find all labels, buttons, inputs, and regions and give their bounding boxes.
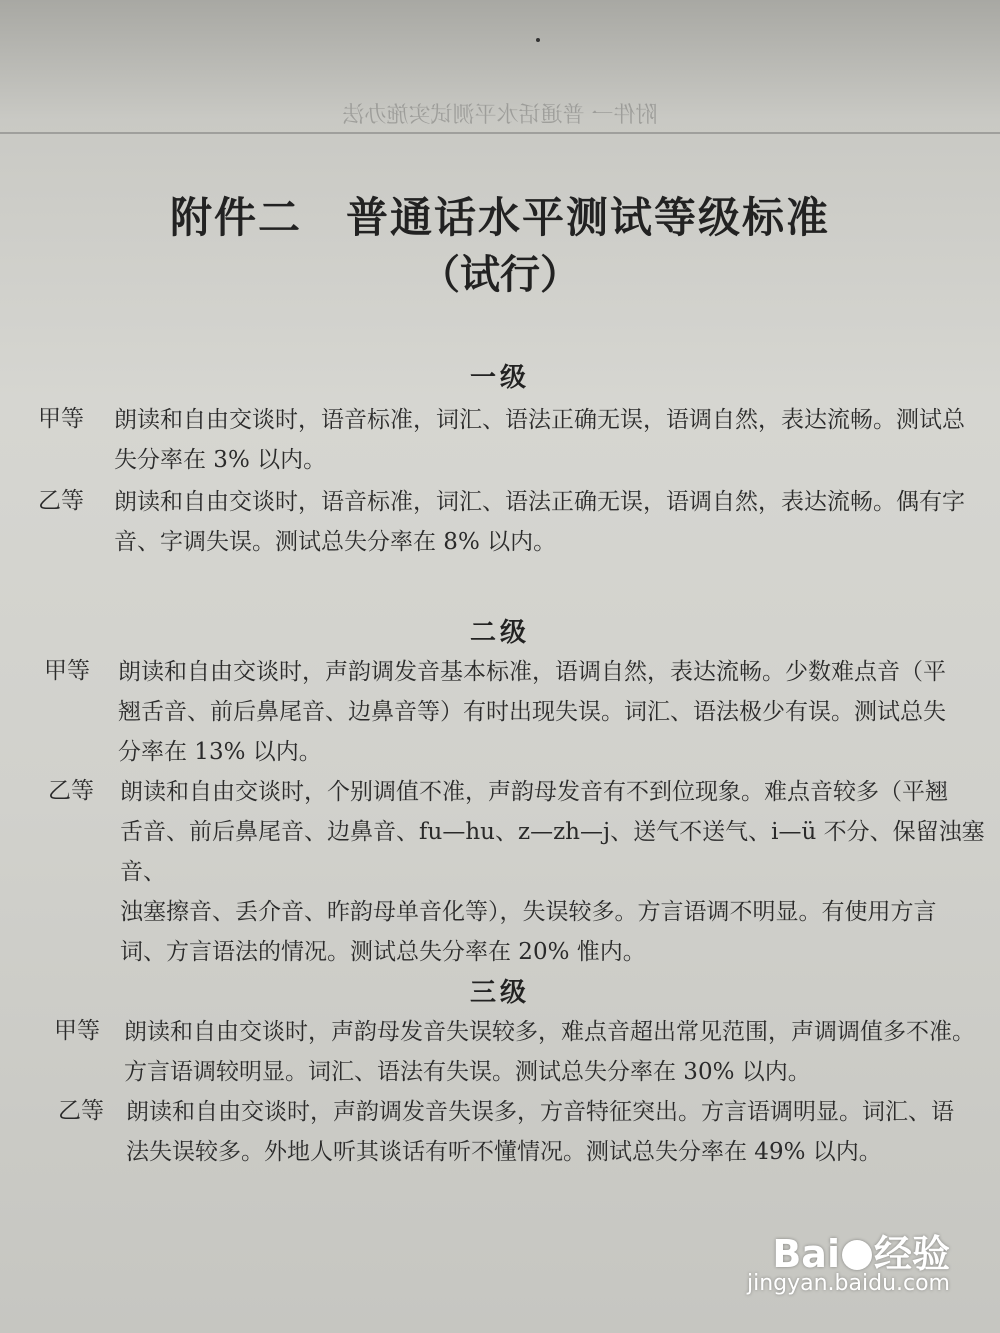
watermark-logo [772,1223,950,1278]
grade-text [126,1092,996,1172]
level-heading: 一级 [469,363,530,393]
grade-line: 朗读和自由交谈时，个别调值不准，声韵母发音有不到位现象。难点音较多（平翘 [120,779,948,805]
grade-line: 朗读和自由交谈时，声韵调发音失误多，方音特征突出。方言语调明显。词汇、语 [126,1099,954,1125]
page-subtitle: （试行） [420,251,580,298]
baidu-jingyan-watermark [720,1223,950,1303]
grade-text [120,772,1000,972]
grade-line: 失分率在 3% 以内。 [114,447,327,473]
page-title: 附件二 普通话水平测试等级标准 [169,193,830,242]
ink-dot [536,38,540,42]
grade-text [118,652,998,772]
grade-line: 朗读和自由交谈时，语音标准，词汇、语法正确无误，语调自然，表达流畅。测试总 [114,407,965,433]
watermark-url: jingyan.baidu.com [746,1271,950,1296]
grade-label: 乙等 [48,778,94,804]
grade-line: 舌音、前后鼻尾音、边鼻音、fu—hu、z—zh—j、送气不送气、i—ü 不分、保留浊塞音、 [120,819,985,885]
grade-text [114,400,994,480]
grade-line: 浊塞擦音、丢介音、昨韵母单音化等），失误较多。方言语调不明显。有使用方言 [120,899,937,925]
grade-label: 甲等 [38,406,84,432]
grade-label: 乙等 [58,1098,104,1124]
watermark-logo-left: Bai [772,1232,840,1276]
grade-line: 朗读和自由交谈时，语音标准，词汇、语法正确无误，语调自然，表达流畅。偶有字 [114,489,965,515]
watermark-logo-right: 经验 [873,1232,950,1276]
grade-line: 音、字调失误。测试总失分率在 8% 以内。 [114,529,557,555]
grade-text [114,482,994,562]
grade-label: 乙等 [38,488,84,514]
level-heading: 二级 [469,618,530,648]
paw-icon [842,1240,872,1270]
running-head-text: 附件一 普通话水平测试实施办法 [342,103,658,128]
grade-line: 词、方言语法的情况。测试总失分率在 20% 惟内。 [120,939,646,965]
grade-text [124,1012,994,1092]
grade-label: 甲等 [44,658,90,684]
level-heading: 三级 [469,978,530,1008]
grade-line: 分率在 13% 以内。 [118,739,322,765]
running-head [0,92,1000,134]
grade-line: 朗读和自由交谈时，声韵母发音失误较多，难点音超出常见范围，声调调值多不准。 [124,1019,975,1045]
grade-line: 朗读和自由交谈时，声韵调发音基本标准，语调自然，表达流畅。少数难点音（平 [118,659,946,685]
grade-label: 甲等 [54,1018,100,1044]
grade-line: 方言语调较明显。词汇、语法有失误。测试总失分率在 30% 以内。 [124,1059,811,1085]
grade-line: 翘舌音、前后鼻尾音、边鼻音等）有时出现失误。词汇、语法极少有误。测试总失 [118,699,946,725]
grade-line: 法失误较多。外地人听其谈话有听不懂情况。测试总失分率在 49% 以内。 [126,1139,882,1165]
